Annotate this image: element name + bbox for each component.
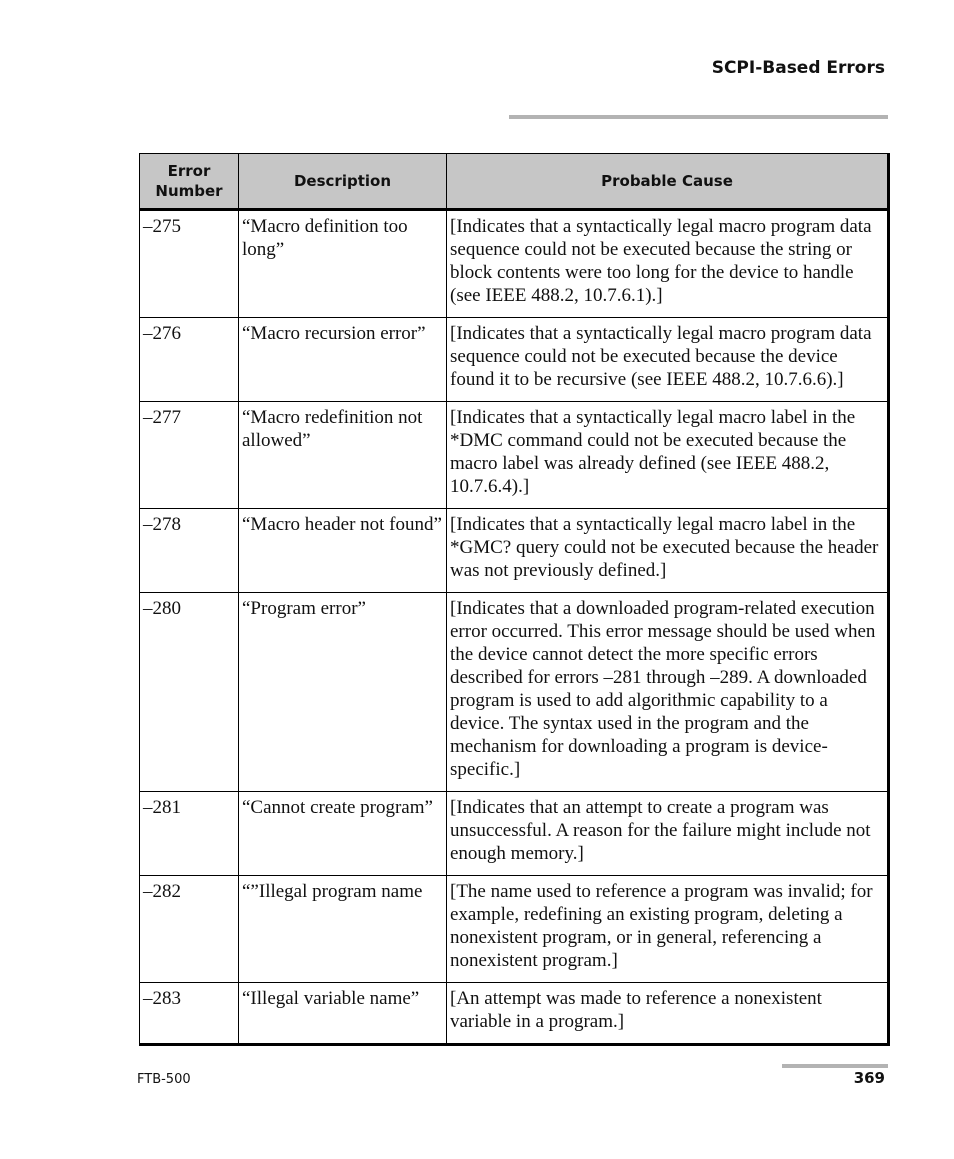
description-cell: “Illegal variable name” [239,983,447,1045]
error-number-cell: –283 [140,983,239,1045]
table-row [140,983,889,1045]
table-row [140,318,889,402]
error-number-cell: –277 [140,402,239,509]
probable-cause-cell: [Indicates that a syntactically legal macro program data sequence could not be executed because the device found it to be recursive (see IEEE 488.2, 10.7.6.6).] [447,318,889,402]
error-number-cell: –281 [140,792,239,876]
probable-cause-cell: [Indicates that a syntactically legal macro label in the *GMC? query could not be executed because the header was not previously defined.] [447,509,889,593]
error-table [139,153,890,1046]
table-header-row [140,154,889,210]
table-row [140,876,889,983]
table-row [140,509,889,593]
description-cell: “Macro definition too long” [239,210,447,318]
error-number-cell: –275 [140,210,239,318]
page-number: 369 [853,1069,885,1087]
column-header-probable-cause: Probable Cause [447,154,889,210]
description-cell: “”Illegal program name [239,876,447,983]
probable-cause-cell: [Indicates that a syntactically legal macro label in the *DMC command could not be executed because the macro label was already defined (see IEEE 488.2, 10.7.6.4).] [447,402,889,509]
table-row [140,593,889,792]
running-header-title: SCPI-Based Errors [711,58,885,78]
error-number-cell: –280 [140,593,239,792]
table-row [140,792,889,876]
probable-cause-cell: [Indicates that a downloaded program-related execution error occurred. This error message should be used when the device cannot detect the more specific errors described for errors –281 through –289. A downloaded program is used to add algorithmic capability to a device. The syntax used in the program and the mechanism for downloading a program is device-specific.] [447,593,889,792]
table-row [140,402,889,509]
header-divider [509,115,888,119]
column-header-error-number: Error Number [140,154,239,210]
description-cell: “Macro recursion error” [239,318,447,402]
error-number-cell: –278 [140,509,239,593]
column-header-description: Description [239,154,447,210]
probable-cause-cell: [Indicates that a syntactically legal macro program data sequence could not be executed because the string or block contents were too long for the device to handle (see IEEE 488.2, 10.7.6.1).] [447,210,889,318]
table-row [140,210,889,318]
error-number-cell: –282 [140,876,239,983]
probable-cause-cell: [Indicates that an attempt to create a program was unsuccessful. A reason for the failure might include not enough memory.] [447,792,889,876]
description-cell: “Program error” [239,593,447,792]
probable-cause-cell: [The name used to reference a program was invalid; for example, redefining an existing program, deleting a nonexistent program, or in general, referencing a nonexistent program.] [447,876,889,983]
error-number-cell: –276 [140,318,239,402]
description-cell: “Macro redefinition not allowed” [239,402,447,509]
description-cell: “Cannot create program” [239,792,447,876]
description-cell: “Macro header not found” [239,509,447,593]
footer-divider [782,1064,888,1068]
footer-product-name: FTB-500 [137,1072,191,1087]
probable-cause-cell: [An attempt was made to reference a nonexistent variable in a program.] [447,983,889,1045]
